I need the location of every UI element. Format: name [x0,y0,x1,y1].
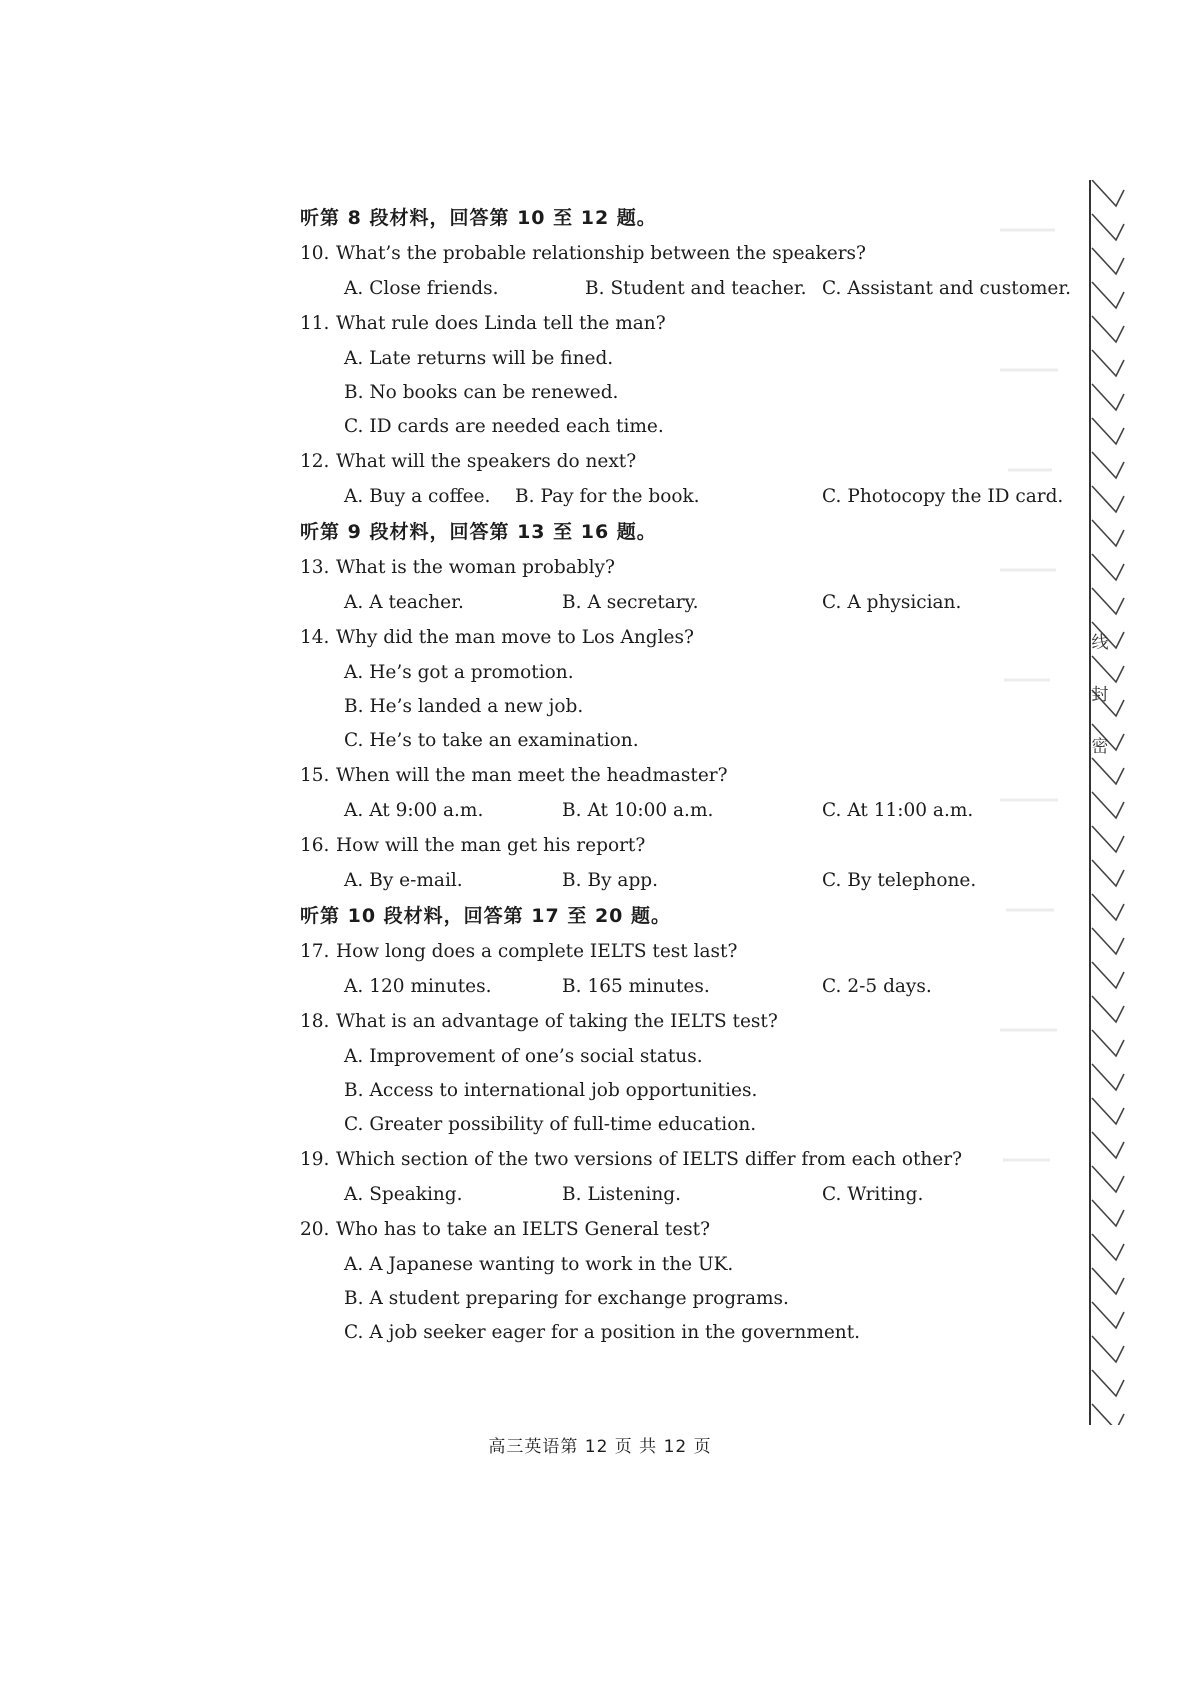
section-heading: 听第 9 段材料，回答第 13 至 16 题。 [300,521,657,543]
option-b: B. Student and teacher. [585,278,807,299]
option-a: A. 120 minutes. [344,976,492,997]
question-number: 17. [300,941,330,962]
option-c: C. ID cards are needed each time. [344,416,664,437]
question-number: 11. [300,313,330,334]
question-number: 19. [300,1149,330,1170]
option-c: C. 2-5 days. [822,976,932,997]
option-c: C. At 11:00 a.m. [822,800,974,821]
options-stack [300,1040,1060,1142]
option-c: C. Photocopy the ID card. [822,486,1064,507]
options-row [300,970,1060,1004]
option-a: A. Buy a coffee. [344,486,491,507]
question-text: What is the woman probably? [336,557,615,578]
option-b: B. A student preparing for exchange programs. [344,1288,789,1309]
bleed-through-marks [1000,210,1060,1310]
options-row [300,272,1072,306]
options-row [300,1178,1060,1212]
seal-label-seal: 封 [1091,685,1109,705]
option-c: C. A physician. [822,592,962,613]
question-18 [300,1004,1060,1040]
option-a: A. At 9:00 a.m. [344,800,484,821]
option-a: A. He’s got a promotion. [344,662,574,683]
option-c: C. By telephone. [822,870,977,891]
question-12 [300,444,1060,480]
question-text: What is an advantage of taking the IELTS test? [336,1011,778,1032]
question-text: What’s the probable relationship between the speakers? [336,243,866,264]
option-b: B. 165 minutes. [562,976,710,997]
option-b: B. At 10:00 a.m. [562,800,714,821]
question-number: 18. [300,1011,330,1032]
section-heading: 听第 10 段材料，回答第 17 至 20 题。 [300,905,672,927]
options-stack [300,342,1060,444]
option-b: B. He’s landed a new job. [344,696,584,717]
question-20 [300,1212,1060,1248]
option-a: A. A Japanese wanting to work in the UK. [344,1254,734,1275]
page-footer: 高三英语第 12 页 共 12 页 [488,1437,712,1457]
question-15 [300,758,1060,794]
section-heading: 听第 8 段材料，回答第 10 至 12 题。 [300,207,657,229]
question-number: 20. [300,1219,330,1240]
question-number: 16. [300,835,330,856]
question-17 [300,934,1060,970]
option-b: B. By app. [562,870,659,891]
option-b: B. Access to international job opportunities. [344,1080,758,1101]
option-a: A. Improvement of one’s social status. [344,1046,703,1067]
option-c: C. A job seeker eager for a position in the government. [344,1322,861,1343]
question-14 [300,620,1060,656]
question-text: Who has to take an IELTS General test? [336,1219,711,1240]
options-row [300,586,1060,620]
option-c: C. Assistant and customer. [822,278,1072,299]
options-row [300,480,1064,514]
option-a: A. By e-mail. [344,870,463,891]
question-text: Which section of the two versions of IELTS differ from each other? [336,1149,963,1170]
question-text: When will the man meet the headmaster? [336,765,728,786]
options-stack [300,656,1060,758]
question-16 [300,828,1060,864]
question-number: 12. [300,451,330,472]
question-number: 15. [300,765,330,786]
question-19 [300,1142,1060,1178]
question-text: What rule does Linda tell the man? [336,313,666,334]
option-a: A. Late returns will be fined. [344,348,614,369]
sealing-line-strip [1082,180,1128,1425]
options-row [300,794,1060,828]
question-11 [300,306,1060,342]
option-b: B. Pay for the book. [515,486,700,507]
seal-label-line: 线 [1091,633,1109,653]
question-13 [300,550,1060,586]
question-10 [300,236,1060,272]
options-stack [300,1248,1060,1350]
question-text: What will the speakers do next? [336,451,637,472]
seal-label-secret: 密 [1091,737,1109,757]
option-b: B. A secretary. [562,592,699,613]
option-b: B. Listening. [562,1184,682,1205]
option-c: C. He’s to take an examination. [344,730,639,751]
question-content [300,200,1072,1350]
option-a: A. Close friends. [344,278,499,299]
question-text: How will the man get his report? [336,835,646,856]
option-c: C. Greater possibility of full-time education. [344,1114,757,1135]
question-text: Why did the man move to Los Angles? [336,627,694,648]
question-number: 14. [300,627,330,648]
question-text: How long does a complete IELTS test last? [336,941,738,962]
option-c: C. Writing. [822,1184,924,1205]
option-a: A. A teacher. [344,592,464,613]
question-number: 13. [300,557,330,578]
question-number: 10. [300,243,330,264]
option-b: B. No books can be renewed. [344,382,619,403]
options-row [300,864,1060,898]
option-a: A. Speaking. [344,1184,463,1205]
